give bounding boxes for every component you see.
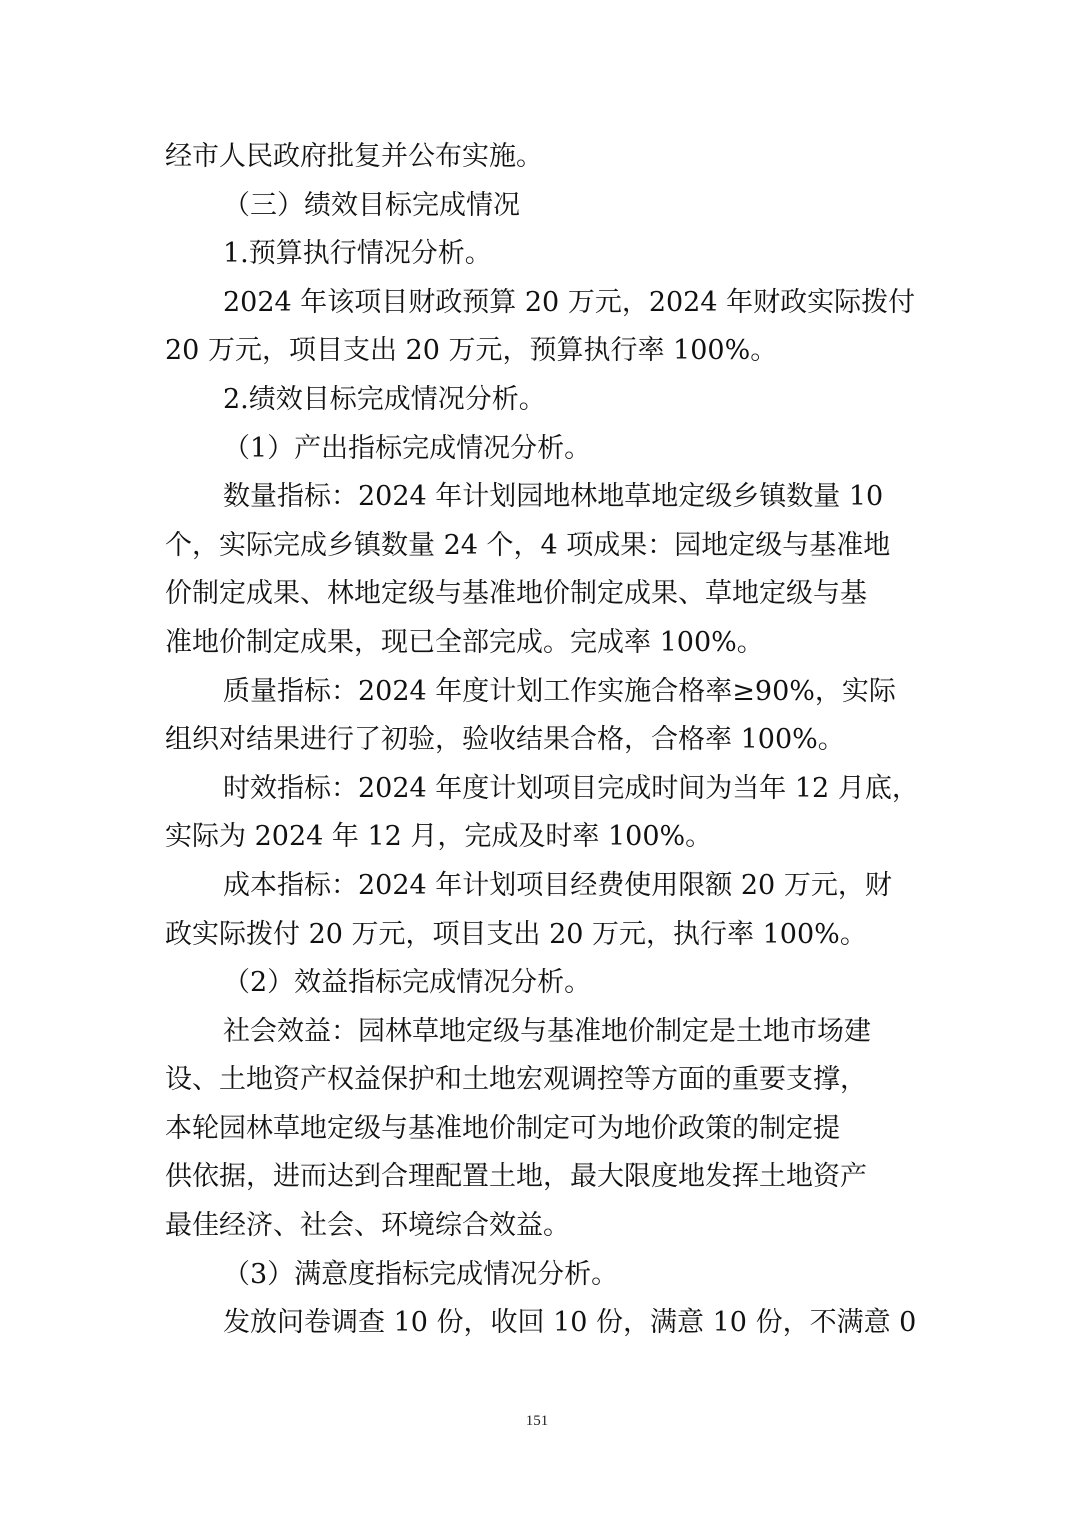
text-line: 设、土地资产权益保护和土地宏观调控等方面的重要支撑，	[165, 1064, 867, 1096]
text-line: 最佳经济、社会、环境综合效益。	[165, 1210, 570, 1242]
page-number: 151	[525, 1413, 549, 1429]
subsection-heading: （1）产出指标完成情况分析。	[223, 432, 592, 464]
text-line: 时效指标：2024 年度计划项目完成时间为当年 12 月底，	[223, 772, 919, 804]
text-line: 发放问卷调查 10 份，收回 10 份，满意 10 份，不满意 0	[223, 1307, 917, 1339]
text-line: 2024 年该项目财政预算 20 万元，2024 年财政实际拨付	[223, 286, 916, 318]
text-line: 本轮园林草地定级与基准地价制定可为地价政策的制定提	[165, 1112, 840, 1144]
text-line: 数量指标：2024 年计划园地林地草地定级乡镇数量 10	[223, 481, 884, 513]
text-line: 政实际拨付 20 万元，项目支出 20 万元，执行率 100%。	[165, 918, 867, 950]
text-line: 组织对结果进行了初验，验收结果合格，合格率 100%。	[165, 724, 845, 756]
subsection-heading: （2）效益指标完成情况分析。	[223, 967, 592, 999]
subsection-heading: 1.预算执行情况分析。	[223, 238, 492, 270]
text-line: 供依据，进而达到合理配置土地，最大限度地发挥土地资产	[165, 1161, 867, 1193]
text-line: 20 万元，项目支出 20 万元，预算执行率 100%。	[165, 335, 778, 367]
document-body	[165, 133, 919, 1348]
text-line: 成本指标：2024 年计划项目经费使用限额 20 万元，财	[223, 869, 892, 901]
text-line: 经市人民政府批复并公布实施。	[165, 141, 543, 172]
subsection-heading: 2.绩效目标完成情况分析。	[223, 383, 546, 415]
text-line: 个，实际完成乡镇数量 24 个，4 项成果：园地定级与基准地	[165, 529, 891, 561]
text-line: 准地价制定成果，现已全部完成。完成率 100%。	[165, 626, 764, 658]
text-line: 实际为 2024 年 12 月，完成及时率 100%。	[165, 821, 713, 853]
text-line: 价制定成果、林地定级与基准地价制定成果、草地定级与基	[165, 578, 867, 610]
text-line: 社会效益：园林草地定级与基准地价制定是土地市场建	[223, 1015, 871, 1047]
section-heading: （三）绩效目标完成情况	[223, 189, 520, 221]
subsection-heading: （3）满意度指标完成情况分析。	[223, 1258, 619, 1290]
text-line: 质量指标：2024 年度计划工作实施合格率≥90%，实际	[223, 675, 896, 707]
